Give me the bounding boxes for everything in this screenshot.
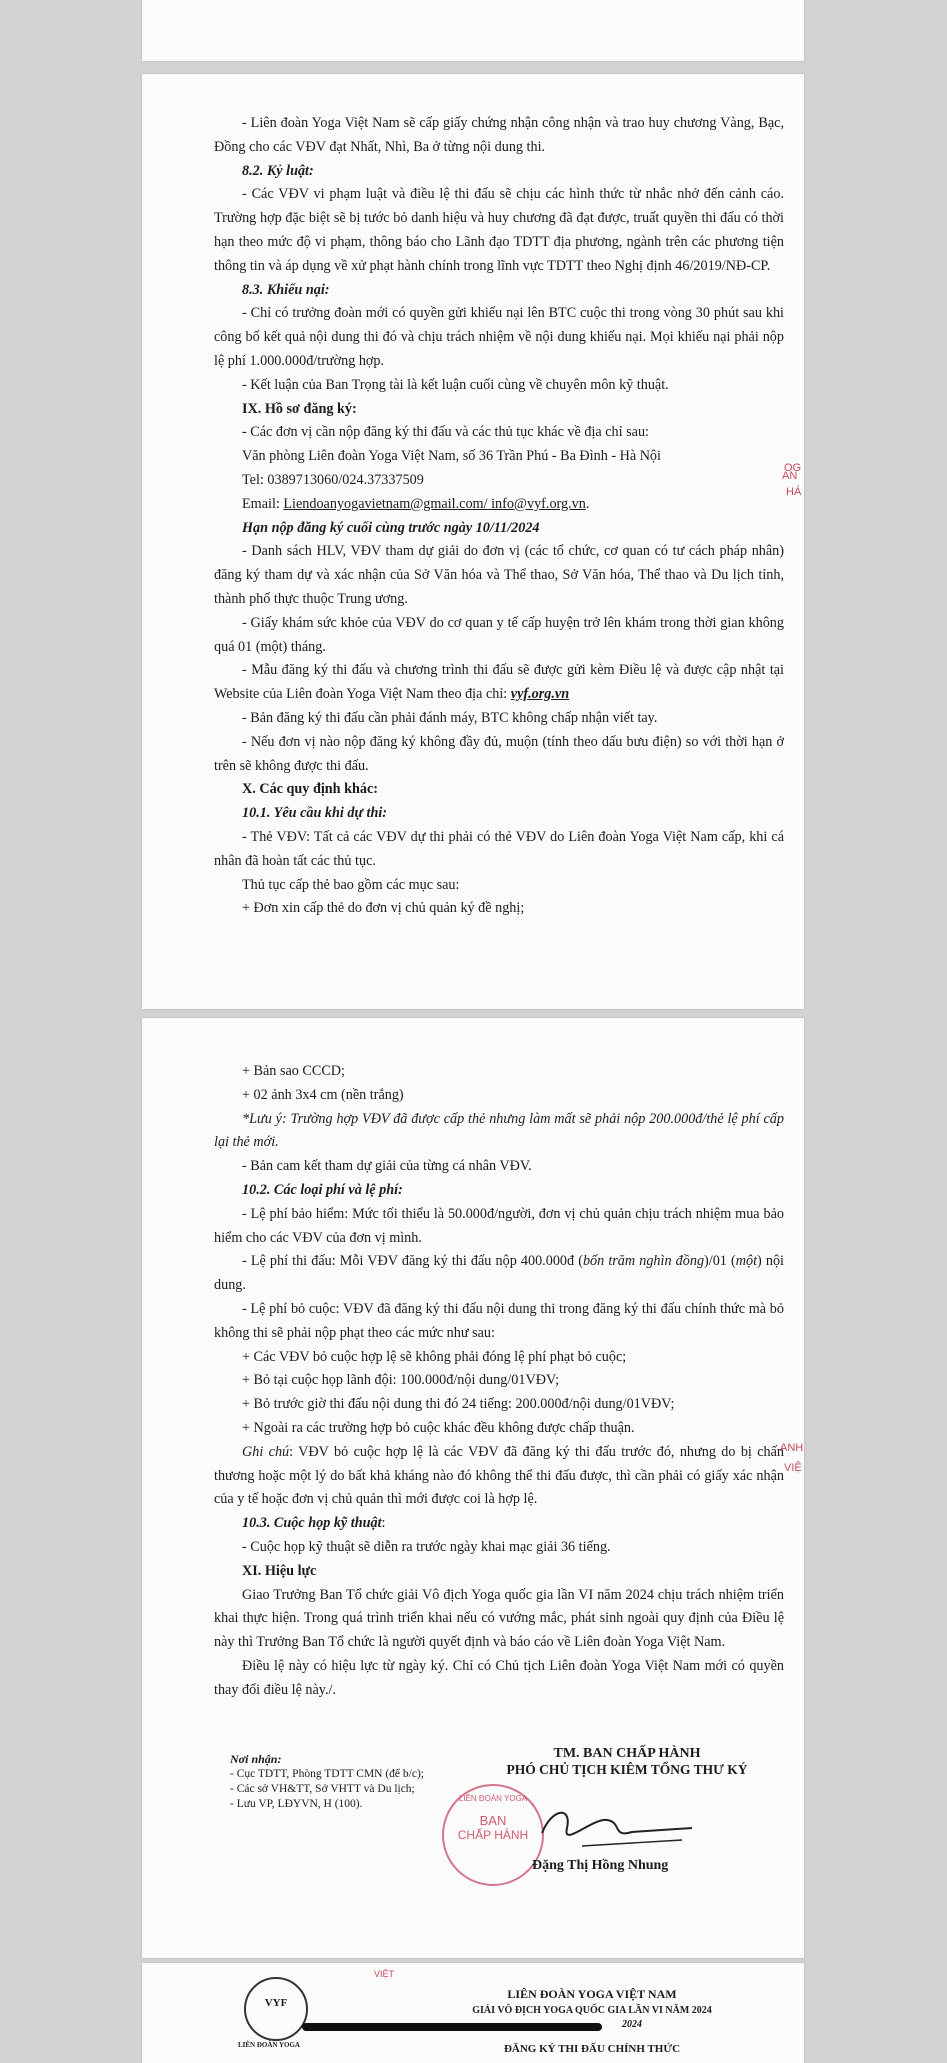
paragraph: - Cuộc họp kỹ thuật sẽ diễn ra trước ngày khai mạc giải 36 tiếng. (242, 1538, 611, 1555)
paragraph: + 02 ảnh 3x4 cm (nền trắng) (242, 1086, 404, 1103)
deadline-heading: Hạn nộp đăng ký cuối cùng trước ngày 10/11/2024 (242, 519, 540, 536)
recipients-block (230, 1752, 424, 1812)
page-2-body (214, 1060, 784, 1703)
logo-letters: VYF (264, 1997, 288, 2009)
paragraph: - Bản cam kết tham dự giải của từng cá nhân VĐV. (242, 1158, 532, 1175)
paragraph: - Giấy khám sức khỏe của VĐV do cơ quan y tế cấp huyện trở lên khám trong thời gian không quá 01 (một) tháng. (214, 614, 784, 655)
list-item: + Bỏ tại cuộc họp lãnh đội: 100.000đ/nội dung/01VĐV; (242, 1372, 560, 1389)
stamp-text: CHẤP HÀNH (457, 1828, 529, 1842)
paragraph (214, 1441, 784, 1512)
header-line: 2024 (622, 2019, 642, 2030)
section-heading: X. Các quy định khác: (242, 781, 379, 798)
paragraph: - Liên đoàn Yoga Việt Nam sẽ cấp giấy chứng nhận công nhận và trao huy chương Vàng, Bạc, Đồng cho các VĐV đạt Nhất, Nhì, Ba ở từng nội dung thi. (214, 115, 784, 155)
document-page-3 (142, 1963, 804, 2063)
paragraph: - Nếu đơn vị nào nộp đăng ký không đầy đủ, muộn (tính theo dấu bưu điện) so với thời hạn ở trên sẽ không được thi đấu. (214, 733, 784, 774)
heading-text: 10.3. Cuộc họp kỹ thuật (242, 1515, 382, 1532)
paragraph: Tel: 0389713060/024.37337509 (242, 471, 424, 488)
signature-role: PHÓ CHỦ TỊCH KIÊM TỔNG THƯ KÝ (506, 1762, 748, 1777)
margin-mark: VIỆ (784, 1462, 802, 1474)
recipient-line: - Cục TDTT, Phòng TDTT CMN (để b/c); (230, 1768, 424, 1780)
paragraph: - Các đơn vị cần nộp đăng ký thi đấu và các thủ tục khác về địa chỉ sau: (242, 424, 649, 441)
document-page-2 (142, 1018, 804, 1958)
redaction-bar (302, 2023, 602, 2031)
paragraph: - Thẻ VĐV: Tất cả các VĐV dự thi phải có thẻ VĐV do Liên đoàn Yoga Việt Nam cấp, khi cá nhân đã hoàn tất các thủ tục. (214, 828, 784, 869)
note-label: Ghi chú (242, 1443, 290, 1460)
recipient-line: - Các sở VH&TT, Sở VHTT và Du lịch; (230, 1783, 415, 1795)
recipients-title: Nơi nhận: (230, 1752, 282, 1766)
paragraph: - Bản đăng ký thi đấu cần phải đánh máy, BTC không chấp nhận viết tay. (242, 709, 658, 726)
website-link[interactable]: vyf.org.vn (510, 686, 570, 703)
paragraph-text: ) nội dung. (214, 1253, 784, 1294)
list-item: + Bỏ trước giờ thi đấu nội dung thi đó 24 tiếng: 200.000đ/nội dung/01VĐV; (242, 1396, 675, 1413)
list-item: + Các VĐV bỏ cuộc hợp lệ sẽ không phải đóng lệ phí phạt bỏ cuộc; (242, 1348, 627, 1365)
section-heading: 8.3. Khiếu nại: (242, 281, 330, 298)
section-heading: 8.2. Kỷ luật: (242, 162, 314, 179)
paragraph-text: )/01 ( (704, 1253, 736, 1270)
paragraph-italic: bốn trăm nghìn đồng (582, 1253, 705, 1270)
signer-name: Đặng Thị Hồng Nhung (532, 1858, 669, 1873)
email-line (214, 493, 784, 517)
signature-scribble (522, 1798, 712, 1858)
header-line: GIẢI VÔ ĐỊCH YOGA QUỐC GIA LẦN VI NĂM 2024 (472, 2005, 712, 2016)
paragraph: + Đơn xin cấp thẻ do đơn vị chủ quản ký đề nghị; (242, 900, 525, 917)
paragraph-italic: một (735, 1253, 758, 1270)
page-1-body (214, 112, 784, 921)
section-heading (214, 1512, 784, 1536)
margin-mark: AN (782, 470, 798, 482)
section-heading: IX. Hồ sơ đăng ký: (242, 400, 357, 417)
email-period: . (585, 495, 590, 512)
paragraph: - Lệ phí bảo hiểm: Mức tối thiểu là 50.000đ/người, đơn vị chủ quản chịu trách nhiệm mua bảo hiểm cho các VĐV của đơn vị mình. (214, 1205, 784, 1246)
paragraph: - Các VĐV vi phạm luật và điều lệ thi đấu sẽ chịu các hình thức từ nhắc nhở đến cảnh cáo. Trường hợp đặc biệt sẽ bị tước bỏ danh hiệu và huy chương đã đạt được, truất quyền thi đấu có thời hạn theo mức độ vi phạm, thông báo cho Lãnh đạo TDTT địa phương, ngành trên các phương tiện thông tin và áp dụng về xử phạt hành chính trong lĩnh vực TDTT theo Nghị định 46/2019/NĐ-CP. (214, 186, 784, 274)
margin-mark: OG (784, 462, 802, 474)
paragraph (214, 659, 784, 707)
paragraph: Điều lệ này có hiệu lực từ ngày ký. Chỉ có Chủ tịch Liên đoàn Yoga Việt Nam mới có quyền thay đổi điều lệ này./. (214, 1657, 784, 1698)
email-link[interactable]: Liendoanyogavietnam@gmail.com/ info@vyf.org.vn (283, 495, 586, 512)
header-line: LIÊN ĐOÀN YOGA VIỆT NAM (507, 1987, 677, 2001)
signature-block (477, 1746, 777, 1778)
section-heading: 10.1. Yêu cầu khi dự thi: (242, 805, 388, 822)
stamp-fragment: VIỆT (374, 1969, 395, 1979)
paragraph: Giao Trưởng Ban Tổ chức giải Vô địch Yoga quốc gia lần VI năm 2024 chịu trách nhiệm triển khai thực hiện. Trong quá trình triển khai nếu có vướng mắc, phát sinh ngoài quy định của Điều lệ này thì Trưởng Ban Tổ chức là người quyết định và báo cáo về Liên đoàn Yoga Việt Nam. (214, 1586, 784, 1651)
paragraph: Văn phòng Liên đoàn Yoga Việt Nam, số 36 Trần Phú - Ba Đình - Hà Nội (242, 448, 661, 465)
paragraph: - Lệ phí bỏ cuộc: VĐV đã đăng ký thi đấu nội dung thi trong đăng ký thi đấu chính thức mà bỏ không thi sẽ phải nộp phạt theo các mức như sau: (214, 1300, 784, 1341)
recipient-line: - Lưu VP, LĐYVN, H (100). (230, 1798, 363, 1810)
email-label: Email: (242, 495, 284, 512)
paragraph (214, 1250, 784, 1298)
paragraph: - Chỉ có trưởng đoàn mới có quyền gửi khiếu nại lên BTC cuộc thi trong vòng 30 phút sau khi công bố kết quả nội dung thi đó và chịu trách nhiệm về nội dung khiếu nại. Mọi khiếu nại phải nộp lệ phí 1.000.000đ/trường hợp. (214, 305, 784, 369)
paragraph: + Bản sao CCCD; (242, 1063, 345, 1079)
document-page-previous (142, 0, 804, 61)
paragraph: - Danh sách HLV, VĐV tham dự giải do đơn vị (các tổ chức, cơ quan có tư cách pháp nhân) đăng ký tham dự và xác nhận của Sở Văn hóa và Thể thao, Sở Văn hóa, Thể thao và Du lịch tỉnh, thành phố thực thuộc Trung ương. (214, 543, 784, 607)
paragraph-text: : VĐV bỏ cuộc hợp lệ là các VĐV đã đăng ký thi đấu trước đó, nhưng do bị chấn thương hoặc một lý do bất khả kháng nào đó không thể thi đấu được, thì cần phải có giấy xác nhận của y tế hoặc đơn vị chủ quản thì mới được coi là hợp lệ. (214, 1443, 784, 1508)
paragraph-text: - Lệ phí thi đấu: Mỗi VĐV đăng ký thi đấu nộp 400.000đ ( (242, 1253, 583, 1270)
note-paragraph: *Lưu ý: Trường hợp VĐV đã được cấp thẻ nhưng làm mất sẽ phải nộp 200.000đ/thẻ lệ phí cấp lại thẻ mới. (214, 1110, 784, 1151)
list-item: + Ngoài ra các trường hợp bỏ cuộc khác đều không được chấp thuận. (242, 1419, 635, 1436)
yoga-federation-logo (244, 1977, 308, 2041)
stamp-arc-text: LIÊN ĐOÀN YOGA (458, 1794, 528, 1803)
signature-title: TM. BAN CHẤP HÀNH (553, 1746, 701, 1761)
section-heading: 10.2. Các loại phí và lệ phí: (242, 1181, 403, 1198)
stamp-text: BAN (479, 1813, 507, 1828)
paragraph-text: - Mẫu đăng ký thi đấu và chương trình thi đấu sẽ được gửi kèm Điều lệ và được cập nhật tại Website của Liên đoàn Yoga Việt Nam theo địa chỉ: (214, 662, 784, 703)
margin-mark: ANH (780, 1442, 804, 1454)
paragraph: Thủ tục cấp thẻ bao gồm các mục sau: (242, 876, 460, 893)
margin-mark: HÁ (786, 486, 802, 498)
section-heading: XI. Hiệu lực (242, 1562, 317, 1579)
paragraph: - Kết luận của Ban Trọng tài là kết luận cuối cùng về chuyên môn kỹ thuật. (242, 376, 669, 393)
header-line: ĐĂNG KÝ THI ĐẤU CHÍNH THỨC (503, 2043, 681, 2055)
document-page-1 (142, 74, 804, 1009)
heading-colon: : (381, 1515, 386, 1532)
logo-caption: LIÊN ĐOÀN YOGA (238, 2041, 300, 2049)
